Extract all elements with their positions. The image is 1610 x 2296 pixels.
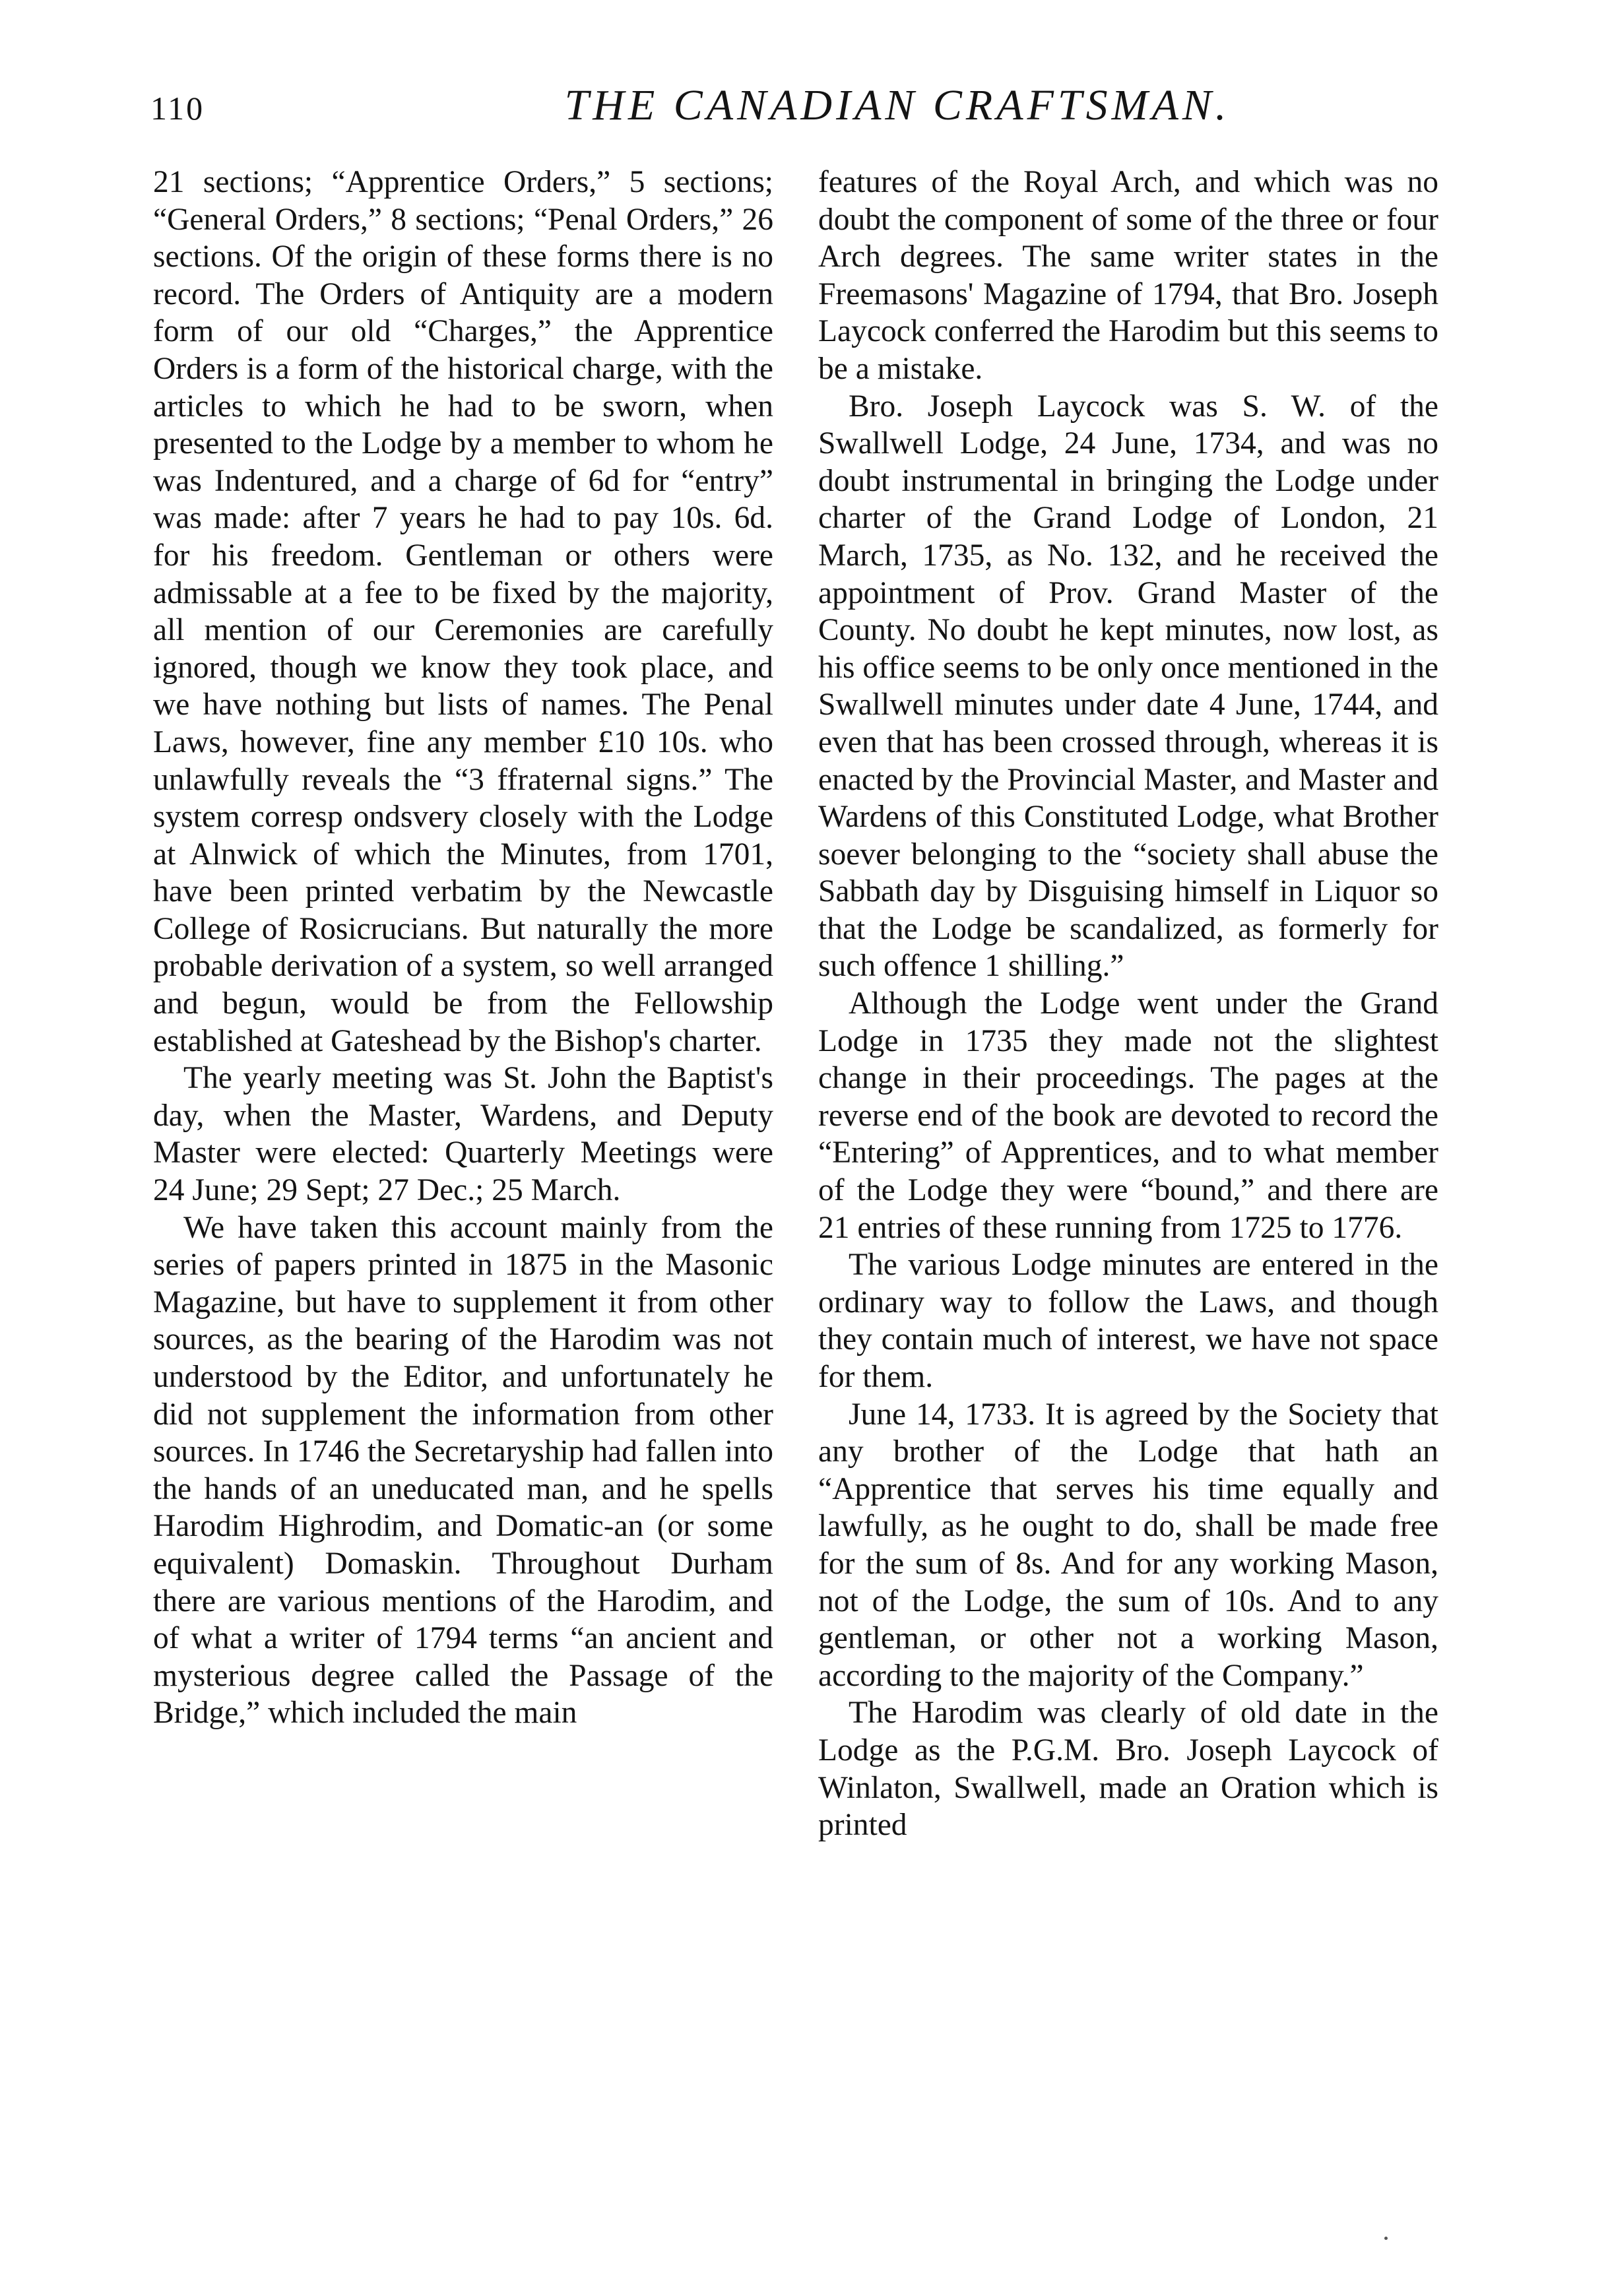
print-speck [1384, 2237, 1388, 2240]
paragraph: The various Lodge minutes are entered in the ordinary way to follow the Laws, and though they contain much of interest, we have not space for them. [818, 1248, 1438, 1394]
left-text-column [153, 164, 773, 1732]
paragraph: June 14, 1733. It is agreed by the Society that any brother of the Lodge that hath an “Apprentice that serves his time equally and lawfully, as he ought to do, shall be made free for the sum of 8s. And for any working Mason, not of the Lodge, the sum of 10s. And to any gentleman, or other not a working Mason, according to the majority of the Company.” [818, 1397, 1438, 1693]
right-text-column [818, 164, 1438, 1844]
paragraph: features of the Royal Arch, and which was no doubt the component of some of the three or four Arch degrees. The same writer states in the Freemasons' Magazine of 1794, that Bro. Joseph Laycock conferred the Harodim but this seems to be a mistake. [818, 165, 1438, 386]
page-number: 110 [150, 90, 205, 127]
paragraph: 21 sections; “Apprentice Orders,” 5 sections; “General Orders,” 8 sections; “Penal Orders,” 26 sections. Of the origin of these forms there is no record. The Orders of Antiquity are a modern form of our old “Charges,” the Apprentice Orders is a form of the historical charge, with the articles to which he had to be sworn, when presented to the Lodge by a member to whom he was Indentured, and a charge of 6d for “entry” was made: after 7 years he had to pay 10s. 6d. for his freedom. Gentleman or others were admissable at a fee to be fixed by the majority, all mention of our Ceremonies are carefully ignored, though we know they took place, and we have nothing but lists of names. The Penal Laws, however, fine any member £10 10s. who unlawfully reveals the “3 ffraternal signs.” The system corresp ondsvery closely with the Lodge at Alnwick of which the Minutes, from 1701, have been printed verbatim by the Newcastle College of Rosicrucians. But naturally the more probable derivation of a system, so well arranged and begun, would be from the Fellowship established at Gateshead by the Bishop's charter. [153, 165, 773, 1058]
running-head-title: THE CANADIAN CRAFTSMAN. [564, 81, 1231, 129]
paragraph: Although the Lodge went under the Grand Lodge in 1735 they made not the slightest change in their proceedings. The pages at the reverse end of the book are devoted to record the “Entering” of Apprentices, and to what member of the Lodge they were “bound,” and there are 21 entries of these running from 1725 to 1776. [818, 986, 1438, 1245]
paragraph: The Harodim was clearly of old date in the Lodge as the P.G.M. Bro. Joseph Laycock of Winlaton, Swallwell, made an Oration which is printed [818, 1696, 1438, 1843]
paragraph: We have taken this account mainly from the series of papers printed in 1875 in the Masonic Magazine, but have to supplement it from other sources, as the bearing of the Harodim was not understood by the Editor, and unfortunately he did not supplement the information from other sources. In 1746 the Secretaryship had fallen into the hands of an uneducated man, and he spells Harodim Highrodim, and Domatic-an (or some equivalent) Domaskin. Throughout Durham there are various mentions of the Harodim, and of what a writer of 1794 terms “an ancient and mysterious degree called the Passage of the Bridge,” which included the main [153, 1210, 773, 1731]
paragraph: Bro. Joseph Laycock was S. W. of the Swallwell Lodge, 24 June, 1734, and was no doubt instrumental in bringing the Lodge under charter of the Grand Lodge of London, 21 March, 1735, as No. 132, and he received the appointment of Prov. Grand Master of the County. No doubt he kept minutes, now lost, as his office seems to be only once mentioned in the Swallwell minutes under date 4 June, 1744, and even that has been crossed through, whereas it is enacted by the Provincial Master, and Master and Wardens of this Constituted Lodge, what Brother soever belonging to the “society shall abuse the Sabbath day by Disguising himself in Liquor so that the Lodge be scandalized, as formerly for such offence 1 shilling.” [818, 389, 1438, 984]
paragraph: The yearly meeting was St. John the Baptist's day, when the Master, Wardens, and Deputy Master were elected: Quarterly Meetings were 24 June; 29 Sept; 27 Dec.; 25 March. [153, 1061, 773, 1208]
